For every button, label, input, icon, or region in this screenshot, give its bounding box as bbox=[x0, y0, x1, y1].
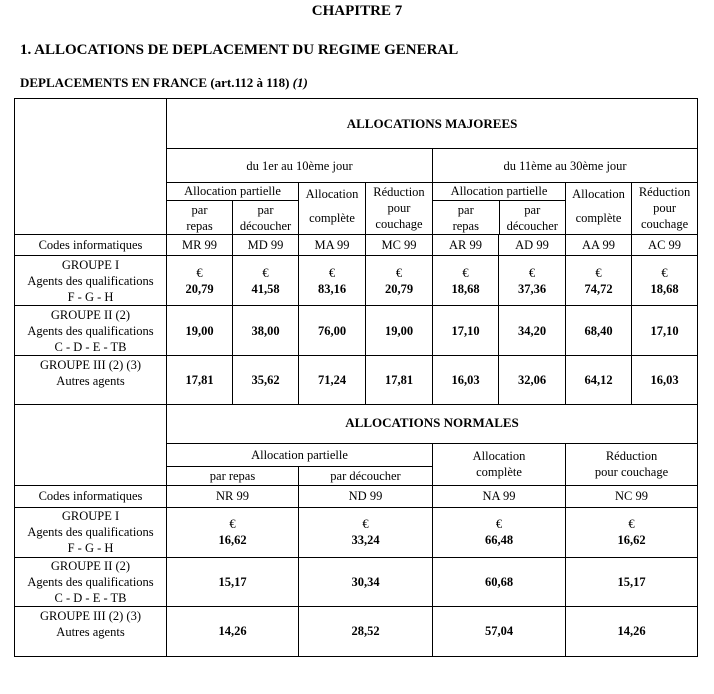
alloc-partielle-label: Allocation partielle bbox=[433, 183, 565, 201]
value-cell: 76,00 bbox=[299, 306, 366, 356]
majorees-period1: du 1er au 10ème jour bbox=[167, 149, 433, 183]
table-row bbox=[15, 507, 698, 557]
code-cell: AC 99 bbox=[632, 235, 698, 256]
normales-reduction-label: Réduction pour couchage bbox=[566, 443, 698, 485]
subtitle bbox=[20, 75, 308, 91]
group-label: GROUPE II (2) Agents des qualifications C - D - E - TB bbox=[15, 306, 167, 356]
code-cell: AD 99 bbox=[499, 235, 566, 256]
normales-complete-label: Allocation complète bbox=[433, 443, 566, 485]
section-title: 1. ALLOCATIONS DE DEPLACEMENT DU REGIME GENERAL bbox=[20, 42, 459, 58]
alloc-complete-label: Allocation complète bbox=[566, 183, 632, 235]
code-cell: MC 99 bbox=[366, 235, 433, 256]
majorees-title: ALLOCATIONS MAJOREES bbox=[167, 99, 698, 149]
table-row bbox=[15, 557, 698, 606]
value-cell: 17,10 bbox=[433, 306, 499, 356]
value-cell: 15,17 bbox=[566, 557, 698, 606]
par-repas-label: par repas bbox=[167, 201, 233, 234]
group-label: GROUPE I Agents des qualifications F - G - H bbox=[15, 256, 167, 306]
majorees-table bbox=[14, 98, 698, 405]
code-cell: MA 99 bbox=[299, 235, 366, 256]
value-cell: € 20,79 bbox=[167, 256, 233, 306]
subtitle-note: (1) bbox=[292, 75, 308, 90]
value-cell: € 37,36 bbox=[499, 256, 566, 306]
value-cell: € 16,62 bbox=[167, 507, 299, 557]
value-cell: 57,04 bbox=[433, 606, 566, 656]
code-cell: ND 99 bbox=[299, 485, 433, 507]
value-cell: 17,10 bbox=[632, 306, 698, 356]
majorees-partielle-1 bbox=[167, 183, 299, 235]
value-cell: 60,68 bbox=[433, 557, 566, 606]
value-cell: € 83,16 bbox=[299, 256, 366, 306]
table-row bbox=[15, 606, 698, 656]
group-label: GROUPE I Agents des qualifications F - G - H bbox=[15, 507, 167, 557]
code-cell: NC 99 bbox=[566, 485, 698, 507]
alloc-partielle-label: Allocation partielle bbox=[167, 183, 298, 201]
reduction-label: Réduction pour couchage bbox=[366, 183, 433, 235]
value-cell: 17,81 bbox=[366, 356, 433, 405]
code-cell: NR 99 bbox=[167, 485, 299, 507]
value-cell: 71,24 bbox=[299, 356, 366, 405]
table-row bbox=[15, 306, 698, 356]
normales-partielle-label: Allocation partielle bbox=[167, 443, 433, 466]
par-decoucher-label: par découcher bbox=[239, 203, 292, 233]
alloc-complete-label: Allocation complète bbox=[299, 183, 366, 235]
value-cell: 14,26 bbox=[566, 606, 698, 656]
group-label: GROUPE II (2) Agents des qualifications C - D - E - TB bbox=[15, 557, 167, 606]
table-row bbox=[15, 356, 698, 405]
value-cell: 15,17 bbox=[167, 557, 299, 606]
value-cell: 19,00 bbox=[167, 306, 233, 356]
value-cell: € 41,58 bbox=[233, 256, 299, 306]
value-cell: € 66,48 bbox=[433, 507, 566, 557]
group-label: GROUPE III (2) (3) Autres agents bbox=[15, 606, 167, 656]
par-decoucher-label: par découcher bbox=[506, 203, 558, 233]
code-cell: NA 99 bbox=[433, 485, 566, 507]
majorees-partielle-2 bbox=[433, 183, 566, 235]
value-cell: 17,81 bbox=[167, 356, 233, 405]
reduction-label: Réduction pour couchage bbox=[632, 183, 698, 235]
value-cell: 14,26 bbox=[167, 606, 299, 656]
value-cell: 32,06 bbox=[499, 356, 566, 405]
code-cell: AR 99 bbox=[433, 235, 499, 256]
value-cell: € 74,72 bbox=[566, 256, 632, 306]
normales-title: ALLOCATIONS NORMALES bbox=[167, 403, 698, 443]
value-cell: € 18,68 bbox=[632, 256, 698, 306]
value-cell: € 33,24 bbox=[299, 507, 433, 557]
majorees-corner bbox=[15, 99, 167, 235]
code-cell: MR 99 bbox=[167, 235, 233, 256]
normales-corner bbox=[15, 403, 167, 485]
value-cell: 35,62 bbox=[233, 356, 299, 405]
value-cell: 68,40 bbox=[566, 306, 632, 356]
table-row bbox=[15, 256, 698, 306]
chapter-title: CHAPITRE 7 bbox=[311, 3, 403, 19]
code-cell: AA 99 bbox=[566, 235, 632, 256]
normales-table bbox=[14, 403, 698, 657]
value-cell: 19,00 bbox=[366, 306, 433, 356]
normales-par-decoucher-label: par découcher bbox=[299, 466, 433, 485]
code-cell: MD 99 bbox=[233, 235, 299, 256]
value-cell: 34,20 bbox=[499, 306, 566, 356]
value-cell: 64,12 bbox=[566, 356, 632, 405]
value-cell: 16,03 bbox=[632, 356, 698, 405]
value-cell: € 16,62 bbox=[566, 507, 698, 557]
value-cell: € 18,68 bbox=[433, 256, 499, 306]
codes-label: Codes informatiques bbox=[15, 235, 167, 256]
majorees-period2: du 11ème au 30ème jour bbox=[433, 149, 698, 183]
par-repas-label: par repas bbox=[433, 201, 500, 234]
value-cell: 30,34 bbox=[299, 557, 433, 606]
value-cell: € 20,79 bbox=[366, 256, 433, 306]
value-cell: 16,03 bbox=[433, 356, 499, 405]
value-cell: 28,52 bbox=[299, 606, 433, 656]
codes-label: Codes informatiques bbox=[15, 485, 167, 507]
normales-par-repas-label: par repas bbox=[167, 466, 299, 485]
subtitle-text: DEPLACEMENTS EN FRANCE (art.112 à 118) bbox=[20, 75, 290, 90]
value-cell: 38,00 bbox=[233, 306, 299, 356]
group-label: GROUPE III (2) (3) Autres agents bbox=[15, 356, 167, 405]
